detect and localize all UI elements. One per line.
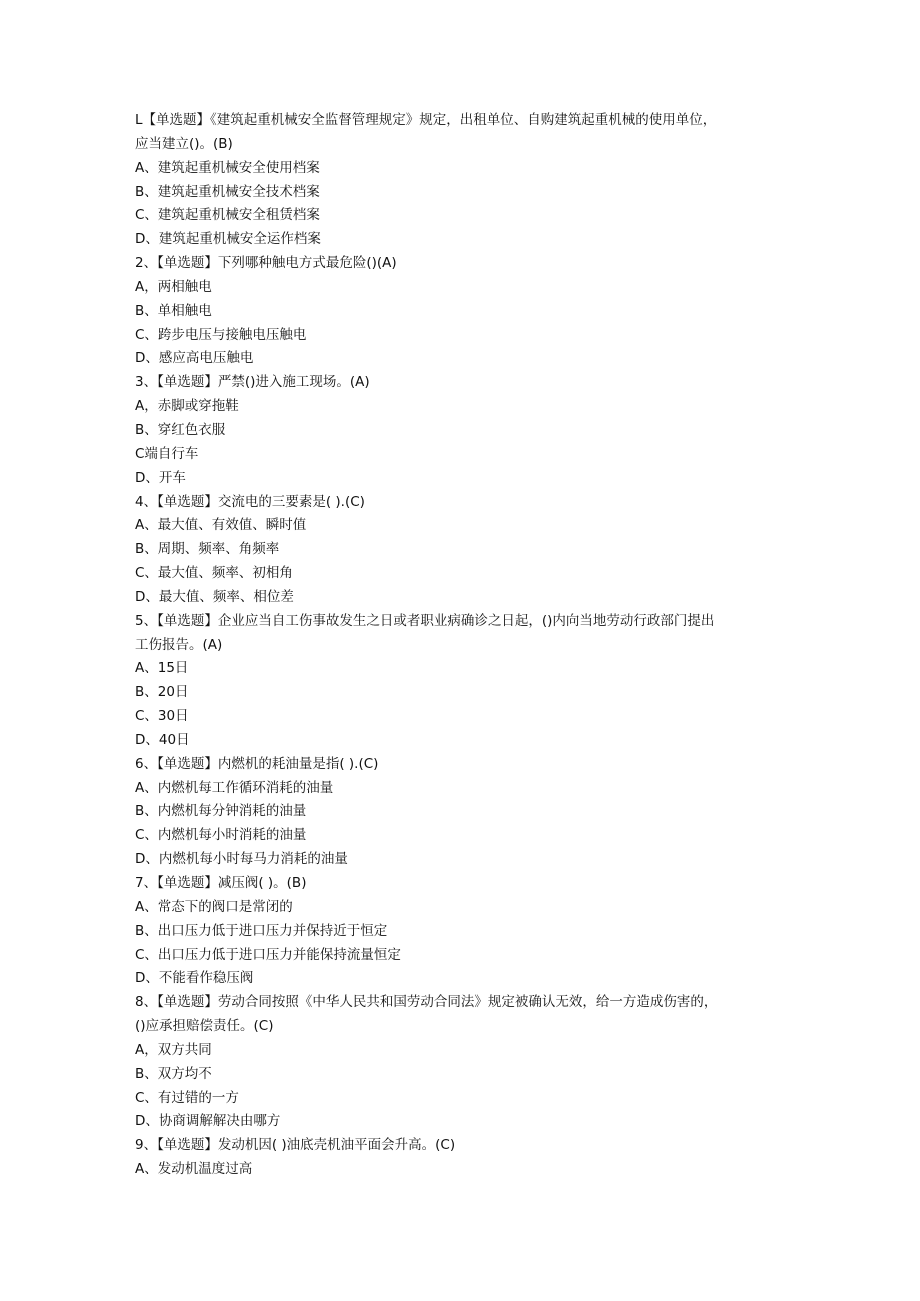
question-stem-line: ()应承担赔偿责任。(C)	[135, 1018, 274, 1035]
question-stem-line: 6、【单选题】内燃机的耗油量是指( ).(C)	[135, 755, 379, 772]
question-stem-line: 5、【单选题】企业应当自工伤事故发生之日或者职业病确诊之日起，()内向当地劳动行政部门提出	[135, 612, 715, 629]
answer-option: C、建筑起重机械安全租赁档案	[135, 207, 320, 224]
answer-option: A，两相触电	[135, 278, 212, 295]
answer-option: C端自行车	[135, 445, 199, 462]
answer-option: D、感应高电压触电	[135, 350, 254, 367]
answer-option: B、建筑起重机械安全技术档案	[135, 183, 320, 200]
question-4	[135, 491, 795, 610]
answer-option: D、内燃机每小时每马力消耗的油量	[135, 851, 348, 868]
answer-option: A、建筑起重机械安全使用档案	[135, 159, 320, 176]
answer-option: C、出口压力低于进口压力并能保持流量恒定	[135, 946, 401, 963]
answer-option: A，赤脚或穿拖鞋	[135, 398, 239, 415]
question-stem-line: 4、【单选题】交流电的三要素是( ).(C)	[135, 493, 365, 510]
question-stem-line: 7、【单选题】减压阀( )。(B)	[135, 875, 307, 891]
answer-option: B、周期、频率、角频率	[135, 541, 280, 558]
question-stem-line: 工伤报告。(A)	[135, 636, 223, 653]
answer-option: D、40日	[135, 731, 190, 748]
question-stem-line: 9、【单选题】发动机因( )油底壳机油平面会升高。(C)	[135, 1137, 456, 1154]
answer-option: A、15日	[135, 660, 189, 677]
question-8	[135, 991, 795, 1134]
answer-option: B、穿红色衣服	[135, 421, 226, 438]
question-stem-line: 应当建立()。(B)	[135, 135, 233, 152]
question-6	[135, 753, 795, 872]
question-3	[135, 371, 795, 490]
question-stem-line: 2、【单选题】下列哪种触电方式最危险()(A)	[135, 255, 397, 272]
question-9	[135, 1134, 795, 1182]
answer-option: C、有过错的一方	[135, 1089, 239, 1106]
answer-option: D、协商调解解决由哪方	[135, 1113, 281, 1130]
question-2	[135, 252, 795, 371]
answer-option: C、最大值、频率、初相角	[135, 565, 293, 582]
answer-option: D、开车	[135, 469, 186, 486]
answer-option: B、20日	[135, 684, 189, 701]
answer-option: D、不能看作稳压阀	[135, 970, 254, 987]
answer-option: B、内燃机每分钟消耗的油量	[135, 803, 307, 820]
answer-option: C、内燃机每小时消耗的油量	[135, 827, 307, 844]
answer-option: A、最大值、有效值、瞬时值	[135, 517, 307, 534]
question-5	[135, 610, 795, 753]
answer-option: D、建筑起重机械安全运作档案	[135, 231, 321, 248]
answer-option: B、单相触电	[135, 302, 212, 319]
answer-option: C、跨步电压与接触电压触电	[135, 326, 307, 343]
answer-option: A，双方共同	[135, 1041, 212, 1058]
answer-option: C、30日	[135, 708, 189, 725]
answer-option: B、出口压力低于进口压力并保持近于恒定	[135, 922, 388, 939]
answer-option: A、常态下的阀口是常闭的	[135, 898, 293, 915]
answer-option: A、发动机温度过高	[135, 1161, 253, 1178]
question-1	[135, 109, 795, 252]
answer-option: A、内燃机每工作循环消耗的油量	[135, 779, 334, 796]
question-stem-line: 8、【单选题】劳动合同按照《中华人民共和国劳动合同法》规定被确认无效，给一方造成伤害的，	[135, 994, 718, 1011]
question-stem-line: 3、【单选题】严禁()进入施工现场。(A)	[135, 374, 370, 391]
question-7	[135, 872, 795, 991]
answer-option: B、双方均不	[135, 1065, 212, 1082]
question-list	[135, 109, 795, 1182]
answer-option: D、最大值、频率、相位差	[135, 588, 294, 605]
question-stem-line: L【单选题】《建筑起重机械安全监督管理规定》规定，出租单位、自购建筑起重机械的使用单位，	[135, 112, 717, 128]
